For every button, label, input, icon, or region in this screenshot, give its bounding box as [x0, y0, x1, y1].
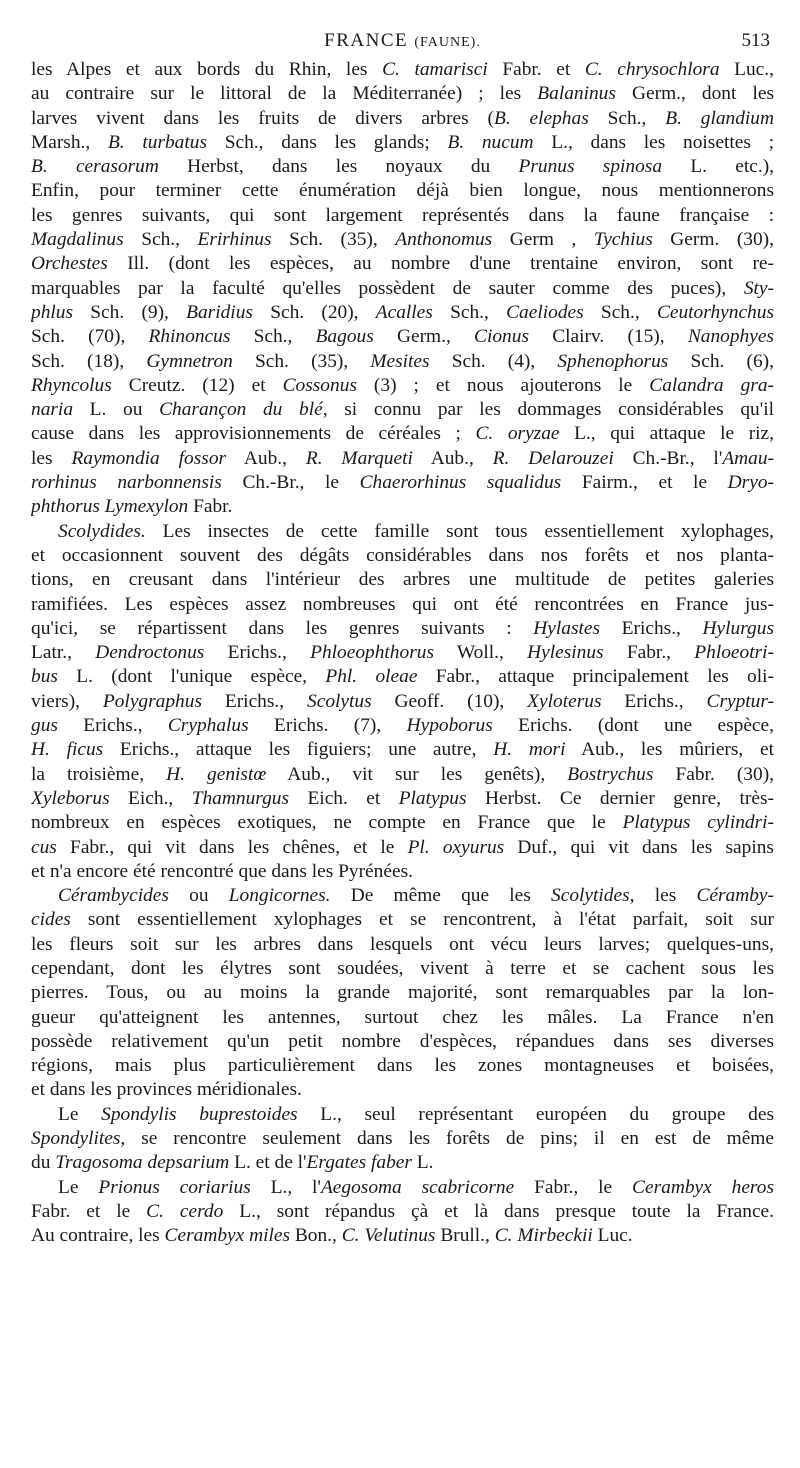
text-line	[31, 82, 774, 106]
italic-term: gus	[31, 715, 58, 737]
paragraph-p4	[31, 1103, 774, 1176]
text-run: Luc.	[592, 1225, 633, 1247]
text-line	[31, 908, 774, 932]
text-line	[31, 204, 774, 228]
text-line	[31, 836, 774, 860]
text-line	[31, 520, 774, 544]
text-run: Sch. (9),	[73, 301, 187, 323]
italic-term: Bagous	[315, 326, 374, 348]
text-line	[31, 350, 774, 374]
italic-term: Sphenophorus	[557, 350, 669, 372]
italic-term: naria	[31, 399, 74, 421]
italic-term: Caeliodes	[506, 301, 584, 323]
text-run: Fabr.,	[603, 642, 695, 664]
italic-term: Ceutorhynchus	[656, 301, 774, 323]
text-run: Le	[58, 1176, 99, 1198]
text-run: L. etc.),	[662, 156, 774, 178]
text-line	[31, 471, 774, 495]
text-run: L. et de l'	[229, 1152, 307, 1174]
text-run: Ch.-Br., le	[221, 472, 360, 494]
text-line	[31, 1151, 774, 1175]
text-line	[31, 1200, 774, 1224]
italic-term: Prionus coriarius	[98, 1176, 251, 1198]
text-run: ou	[168, 885, 229, 907]
text-line	[31, 544, 774, 568]
italic-term: Baridius	[186, 301, 253, 323]
text-run: L. ou	[73, 399, 160, 421]
text-run: Ch.-Br., l'	[613, 447, 723, 469]
text-line	[31, 1054, 774, 1078]
text-run: Fabr. (30),	[653, 763, 774, 785]
text-run: gueur qu'atteignent les antennes, surtout chez les mâles. La France n'en	[31, 1006, 774, 1028]
text-run: les fleurs soit sur les arbres dans lesquels ont vécu leurs larves; quelques-uns,	[31, 933, 774, 955]
text-line	[31, 787, 774, 811]
text-run: cause dans les approvisionnements de céréales ;	[31, 423, 476, 445]
text-run: Erichs.,	[204, 642, 311, 664]
italic-term: C. Velutinus	[341, 1225, 436, 1247]
text-run: Sch.,	[588, 107, 666, 129]
text-line	[31, 714, 774, 738]
italic-term: Acalles	[375, 301, 433, 323]
text-run: possède relativement qu'un petit nombre d'espèces, répandues dans ses diverses	[31, 1030, 774, 1052]
text-run: et n'a encore été rencontré que dans les Pyrénées.	[31, 860, 413, 882]
italic-term: Tragosoma depsarium	[55, 1152, 230, 1174]
text-run: Sch. (35),	[232, 350, 371, 372]
italic-term: Spondylites	[31, 1128, 121, 1150]
italic-term: cus	[31, 836, 57, 858]
text-run: Aub., les mûriers, et	[565, 739, 774, 761]
running-title-text: FRANCE	[324, 30, 409, 51]
text-run: au contraire sur le littoral de la Méditerranée) ; les	[31, 83, 538, 105]
text-run: , se rencontre seulement dans les forêts de pins; il en est de même	[120, 1128, 774, 1150]
text-run: L., sont répandus çà et là dans presque toute la France.	[223, 1200, 774, 1222]
italic-term: Erirhinus	[197, 229, 272, 251]
text-run: Brull.,	[435, 1225, 495, 1247]
text-run: Fabr.	[188, 496, 233, 518]
italic-term: Rhinoncus	[148, 326, 231, 348]
text-run: Fairm., et le	[561, 472, 728, 494]
text-run: Fabr., le	[514, 1176, 633, 1198]
italic-term: Anthonomus	[395, 229, 493, 251]
text-run: Enfin, pour terminer cette énumération déjà bien longue, nous mentionnerons	[31, 180, 774, 202]
italic-term: Scolydides.	[58, 520, 146, 542]
text-line	[31, 641, 774, 665]
italic-term: Cerambyx heros	[632, 1176, 774, 1198]
italic-term: phthorus Lymexylon	[31, 496, 189, 518]
text-run: nombreux en espèces exotiques, ne compte en France que le	[31, 812, 623, 834]
text-line	[31, 593, 774, 617]
italic-term: rorhinus narbonnensis	[31, 472, 222, 494]
italic-term: R. Delarouzei	[492, 447, 614, 469]
italic-term: Gymnetron	[146, 350, 233, 372]
italic-term: Polygraphus	[102, 690, 202, 712]
text-run: Latr.,	[31, 642, 96, 664]
text-run: Ill. (dont les espèces, au nombre d'une trentaine environ, sont re-	[107, 253, 774, 275]
text-run: Woll.,	[434, 642, 528, 664]
text-run: Aub., vit sur les genêts),	[266, 763, 568, 785]
italic-term: Phl. oleae	[325, 666, 418, 688]
text-run: Eich. et	[289, 787, 399, 809]
text-run: (3) ; et nous ajouterons le	[356, 374, 650, 396]
text-run: Erichs.,	[600, 617, 703, 639]
text-run: les Alpes et aux bords du Rhin, les	[31, 59, 383, 80]
italic-term: Calandra gra-	[649, 374, 774, 396]
text-line	[31, 422, 774, 446]
italic-term: Céramby-	[696, 885, 774, 907]
italic-term: Nanophyes	[687, 326, 774, 348]
text-run: régions, mais plus particulièrement dans les zones montagneuses et boisées,	[31, 1055, 774, 1077]
body-text	[31, 58, 774, 1249]
text-run: Geoff. (10),	[371, 690, 528, 712]
text-run: Erichs.,	[601, 690, 707, 712]
text-line	[31, 325, 774, 349]
text-line	[31, 252, 774, 276]
text-run: Erichs. (dont une espèce,	[492, 715, 774, 737]
italic-term: Rhyncolus	[31, 374, 112, 396]
text-run: qu'ici, se répartissent dans les genres suivants :	[31, 617, 534, 639]
text-run: Clairv. (15),	[528, 326, 688, 348]
text-run: Sch. (35),	[271, 229, 396, 251]
text-run: Aub.,	[226, 447, 306, 469]
italic-term: Scolytides	[551, 885, 630, 907]
text-line	[31, 665, 774, 689]
italic-term: C. Mirbeckii	[494, 1225, 593, 1247]
italic-term: Amau-	[722, 447, 774, 469]
text-line	[31, 933, 774, 957]
text-run: Luc.,	[719, 59, 774, 80]
text-run: De même que les	[330, 885, 552, 907]
text-run: viers),	[31, 690, 103, 712]
italic-term: cides	[31, 909, 71, 931]
text-run: les	[31, 447, 72, 469]
italic-term: Magdalinus	[31, 229, 124, 251]
text-run: Duf., qui vit dans les sapins	[504, 836, 774, 858]
text-run: L. (dont l'unique espèce,	[57, 666, 326, 688]
text-line	[31, 690, 774, 714]
text-run: Erichs.,	[57, 715, 168, 737]
italic-term: Chaerorhinus squalidus	[359, 472, 562, 494]
text-run: Herbst. Ce dernier genre, très-	[466, 787, 774, 809]
text-run: Sch.,	[432, 301, 507, 323]
italic-term: Hylurgus	[702, 617, 774, 639]
text-line	[31, 884, 774, 908]
text-run: Germ. (30),	[652, 229, 774, 251]
italic-term: Ergates faber	[306, 1152, 412, 1174]
text-run: L., qui attaque le riz,	[559, 423, 774, 445]
text-line	[31, 374, 774, 398]
italic-term: H. genistœ	[166, 763, 267, 785]
italic-term: Cossonus	[282, 374, 357, 396]
italic-term: Platypus	[398, 787, 467, 809]
italic-term: bus	[31, 666, 58, 688]
text-run: Aub.,	[412, 447, 493, 469]
text-run: Fabr., qui vit dans les chênes, et le	[56, 836, 408, 858]
text-run: et dans les provinces méridionales.	[31, 1079, 302, 1101]
text-run: pierres. Tous, ou au moins la grande majorité, sont remarquables par la lon-	[31, 982, 774, 1004]
text-line	[31, 1224, 774, 1248]
text-line	[31, 447, 774, 471]
text-run: et occasionnent souvent des dégâts considérables dans nos forêts et nos planta-	[31, 544, 774, 566]
page-header	[31, 30, 774, 54]
paragraph-p1	[31, 58, 774, 520]
italic-term: Platypus cylindri-	[622, 812, 774, 834]
text-run: ramifiées. Les espèces assez nombreuses qui ont été rencontrées en France jus-	[31, 593, 774, 615]
text-line	[31, 738, 774, 762]
running-subtitle: (FAUNE).	[414, 35, 481, 50]
text-run: Germ., dont les	[615, 83, 774, 105]
italic-term: Charançon du blé	[159, 399, 323, 421]
text-line	[31, 495, 774, 519]
text-line	[31, 398, 774, 422]
text-line	[31, 1103, 774, 1127]
italic-term: Prunus spinosa	[518, 156, 663, 178]
text-run: Sch. (20),	[252, 301, 376, 323]
italic-term: C. chrysochlora	[584, 59, 720, 80]
text-line	[31, 811, 774, 835]
text-run: sont essentiellement xylophages et se rencontrent, à l'état parfait, soit sur	[70, 909, 774, 931]
italic-term: H. ficus	[31, 739, 104, 761]
text-line	[31, 1078, 774, 1102]
italic-term: B. nucum	[447, 131, 534, 153]
italic-term: Pl. oxyurus	[407, 836, 505, 858]
text-run: L., dans les noisettes ;	[533, 131, 774, 153]
italic-term: Cérambycides	[58, 885, 169, 907]
italic-term: C. oryzae	[475, 423, 560, 445]
italic-term: Cryphalus	[167, 715, 249, 737]
italic-term: B. elephas	[493, 107, 589, 129]
text-run: , les	[629, 885, 697, 907]
text-run: Erichs. (7),	[248, 715, 407, 737]
text-run: L., seul représentant européen du groupe des	[297, 1103, 774, 1125]
text-line	[31, 1176, 774, 1200]
text-run: tions, en creusant dans l'intérieur des arbres une multitude de petites galeries	[31, 569, 774, 591]
text-run: Erichs., attaque les figuiers; une autre,	[103, 739, 494, 761]
italic-term: Phloeotri-	[694, 642, 774, 664]
text-line	[31, 301, 774, 325]
text-run: Sch.,	[583, 301, 657, 323]
italic-term: Xyloterus	[527, 690, 602, 712]
italic-term: Dryo-	[727, 472, 774, 494]
italic-term: Balaninus	[537, 83, 616, 105]
text-run: larves vivent dans les fruits de divers arbres (	[31, 107, 494, 129]
text-line	[31, 179, 774, 203]
italic-term: R. Marqueti	[305, 447, 413, 469]
text-line	[31, 1006, 774, 1030]
text-run: Fabr. et	[487, 59, 585, 80]
italic-term: Scolytus	[307, 690, 372, 712]
text-line	[31, 763, 774, 787]
text-run: Sch., dans les glands;	[207, 131, 448, 153]
text-line	[31, 228, 774, 252]
italic-term: Mesites	[370, 350, 430, 372]
text-run: la troisième,	[31, 763, 167, 785]
italic-term: B. glandium	[665, 107, 774, 129]
text-run: Bon.,	[290, 1225, 342, 1247]
text-run: Fabr. et le	[31, 1200, 147, 1222]
italic-term: Cerambyx miles	[164, 1225, 291, 1247]
paragraph-p5	[31, 1176, 774, 1249]
paragraph-p3	[31, 884, 774, 1103]
text-run: Creutz. (12) et	[111, 374, 283, 396]
text-run: cependant, dont les élytres sont soudées, vivent à terre et se cachent sous les	[31, 957, 774, 979]
italic-term: B. turbatus	[107, 131, 208, 153]
italic-term: H. mori	[493, 739, 566, 761]
italic-term: Phloeophthorus	[310, 642, 434, 664]
running-title	[31, 30, 774, 52]
text-run: Sch. (6),	[668, 350, 774, 372]
text-line	[31, 107, 774, 131]
text-run: Germ.,	[373, 326, 475, 348]
text-run: , si connu par les dommages considérables qu'il	[322, 399, 774, 421]
paragraph-p2	[31, 520, 774, 884]
text-line	[31, 58, 774, 82]
text-line	[31, 860, 774, 884]
italic-term: B. cerasorum	[31, 156, 159, 178]
text-line	[31, 568, 774, 592]
italic-term: phlus	[31, 301, 74, 323]
text-run: Herbst, dans les noyaux du	[158, 156, 519, 178]
page-number: 513	[741, 30, 770, 51]
text-run: Fabr., attaque principalement les oli-	[417, 666, 774, 688]
text-run: Le	[58, 1103, 102, 1125]
italic-term: Hylastes	[533, 617, 601, 639]
italic-term: C. tamarisci	[382, 59, 488, 80]
text-run: Erichs.,	[202, 690, 308, 712]
text-run: les genres suivants, qui sont largement représentés dans la faune française :	[31, 204, 774, 226]
italic-term: Bostrychus	[567, 763, 654, 785]
italic-term: Hylesinus	[527, 642, 604, 664]
text-line	[31, 981, 774, 1005]
italic-term: Cionus	[474, 326, 529, 348]
italic-term: Dendroctonus	[95, 642, 205, 664]
text-run: Sch.,	[230, 326, 316, 348]
text-line	[31, 1127, 774, 1151]
italic-term: Hypoborus	[406, 715, 493, 737]
text-run: Eich.,	[109, 787, 192, 809]
italic-term: Longicornes.	[228, 885, 331, 907]
text-run: Au contraire, les	[31, 1225, 165, 1247]
italic-term: Xyleborus	[31, 787, 110, 809]
italic-term: Aegosoma scabricorne	[320, 1176, 515, 1198]
italic-term: Cryptur-	[706, 690, 774, 712]
text-run: du	[31, 1152, 56, 1174]
text-run: Sch. (70),	[31, 326, 149, 348]
text-run: marquables par la faculté qu'elles possèdent de sauter comme des puces),	[31, 277, 744, 299]
text-line	[31, 131, 774, 155]
text-line	[31, 957, 774, 981]
text-run: L.	[411, 1152, 434, 1174]
text-line	[31, 617, 774, 641]
italic-term: Raymondia fossor	[71, 447, 227, 469]
text-run: Marsh.,	[31, 131, 108, 153]
text-run: Sch. (4),	[429, 350, 558, 372]
text-line	[31, 277, 774, 301]
italic-term: Spondylis buprestoides	[101, 1103, 298, 1125]
italic-term: Orchestes	[31, 253, 108, 275]
text-run: Germ ,	[492, 229, 594, 251]
text-run: L., l'	[250, 1176, 321, 1198]
italic-term: C. cerdo	[146, 1200, 224, 1222]
text-line	[31, 155, 774, 179]
text-line	[31, 1030, 774, 1054]
text-run: Les insectes de cette famille sont tous essentiellement xylophages,	[145, 520, 774, 542]
text-run: Sch. (18),	[31, 350, 147, 372]
italic-term: Thamnurgus	[191, 787, 290, 809]
italic-term: Sty-	[743, 277, 774, 299]
text-run: Sch.,	[123, 229, 198, 251]
italic-term: Tychius	[593, 229, 653, 251]
